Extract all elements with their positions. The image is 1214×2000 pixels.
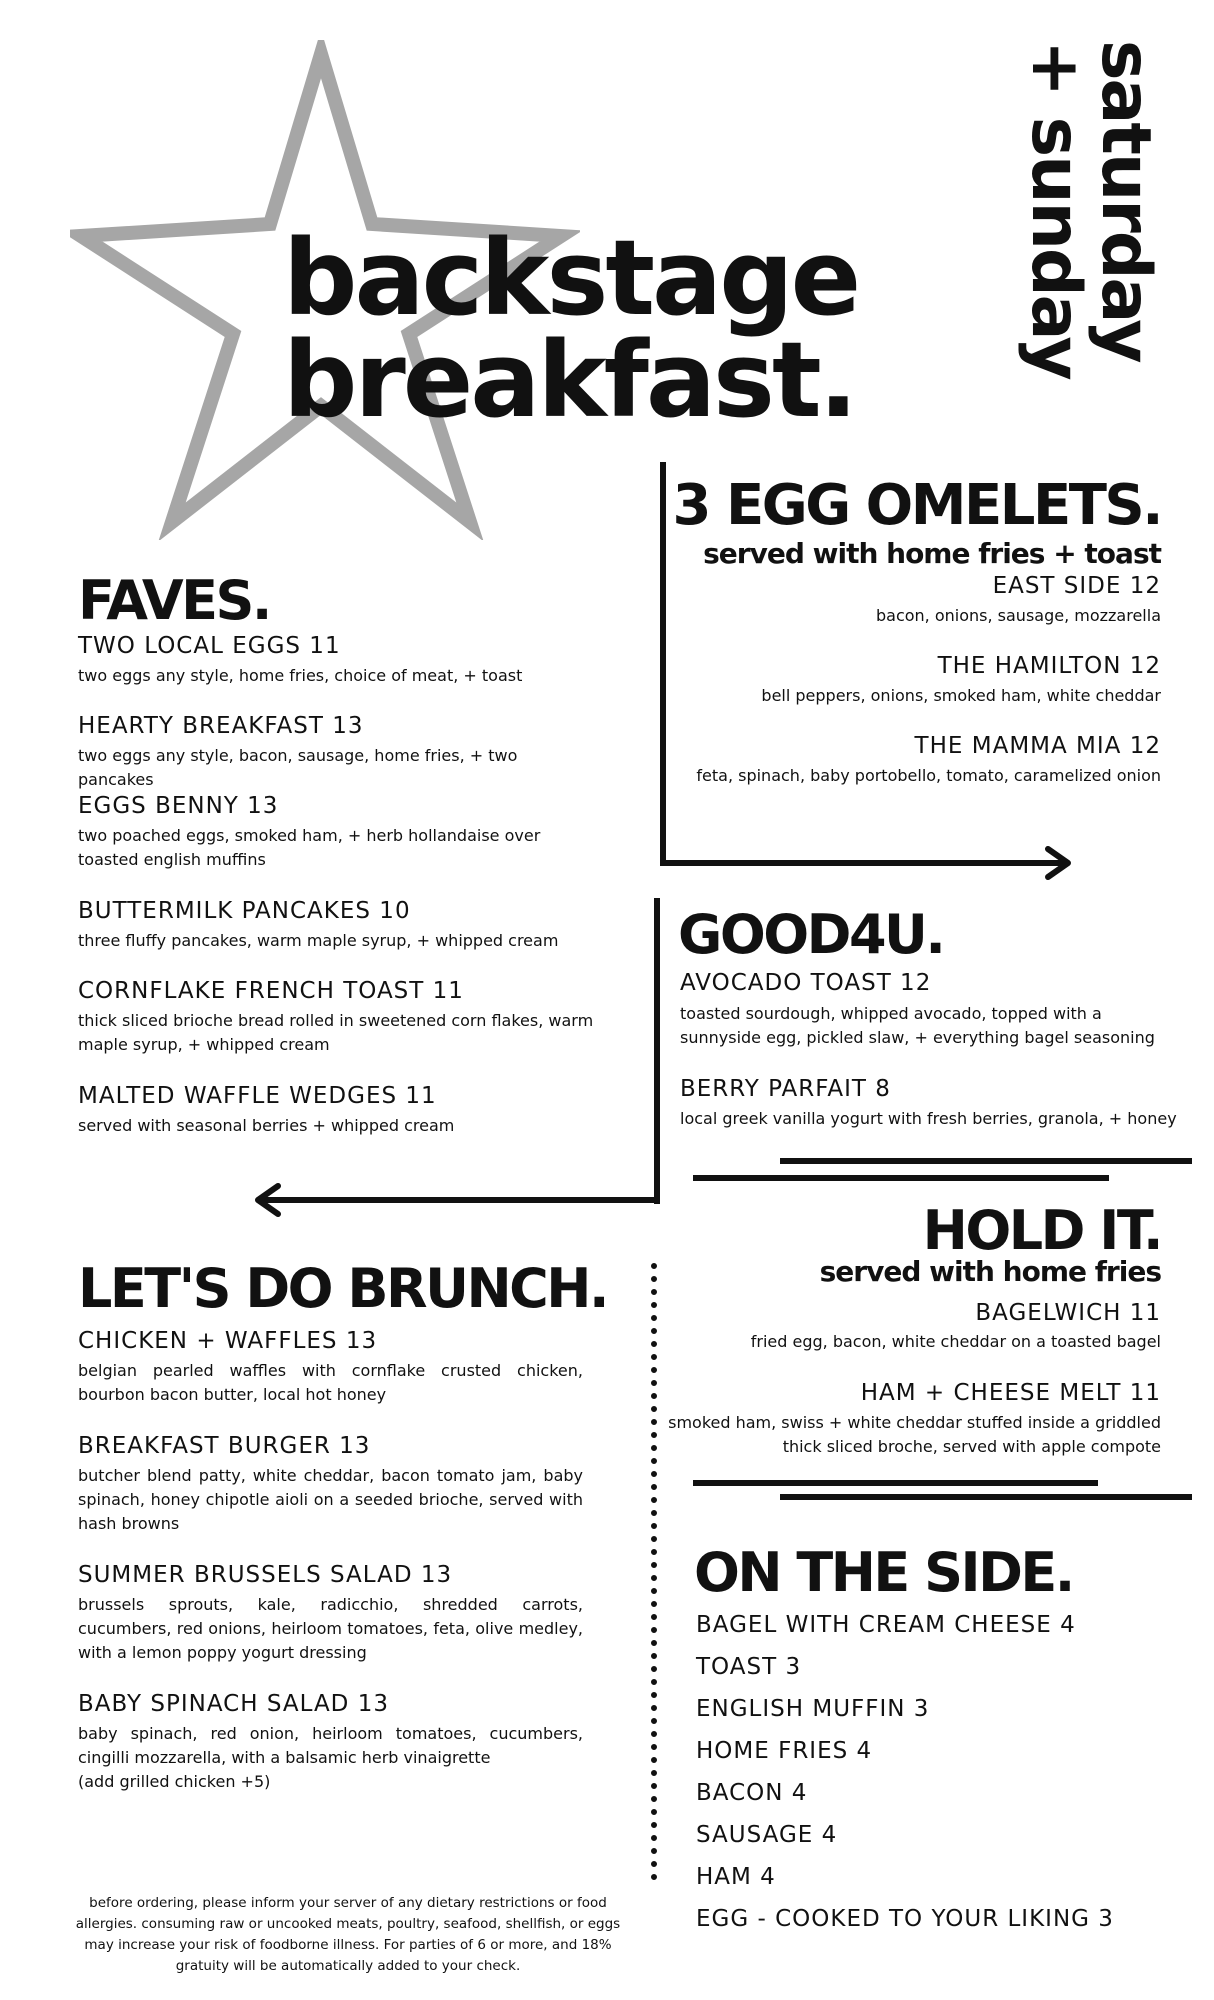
good4u-heading: GOOD4U. <box>678 903 944 966</box>
brunch-name: BREAKFAST BURGER 13 <box>78 1433 371 1459</box>
sides-list <box>696 1604 1166 1940</box>
dotted-divider <box>646 1262 662 1882</box>
hold-it-name: BAGELWICH 11 <box>975 1300 1161 1326</box>
faves-heading: FAVES. <box>78 569 270 632</box>
divider-lower-2 <box>780 1494 1192 1500</box>
divider-upper-2 <box>693 1175 1109 1181</box>
allergy-notice: before ordering, please inform your server of any dietary restrictions or food allergies. consuming raw or uncooked meats, poultry, seafood, shellfish, or eggs may increase your risk of foodborne illness. For parties of 6 or more, and 18% gratuity will be automatically added to your check. <box>75 1895 621 1974</box>
hold-it-subheading: served with home fries <box>819 1255 1161 1288</box>
side-item: EGG - COOKED TO YOUR LIKING 3 <box>696 1906 1114 1932</box>
fave-desc: served with seasonal berries + whipped cream <box>78 1116 455 1135</box>
brunch-name: CHICKEN + WAFFLES 13 <box>78 1328 378 1354</box>
days-line-2: + sunday <box>1016 40 1095 379</box>
hold-it-desc: smoked ham, swiss + white cheddar stuffed inside a griddled thick sliced broche, served with apple compote <box>668 1413 1161 1456</box>
brunch-name: SUMMER BRUSSELS SALAD 13 <box>78 1562 453 1588</box>
good4u-name: BERRY PARFAIT 8 <box>680 1076 891 1102</box>
side-item: ENGLISH MUFFIN 3 <box>696 1696 930 1722</box>
title-line-2: breakfast. <box>283 319 856 441</box>
arrow-right-icon <box>660 840 1080 890</box>
days-vertical <box>1016 40 1165 400</box>
arrow-left-icon <box>250 1180 664 1220</box>
good4u-desc: toasted sourdough, whipped avocado, topped with a sunnyside egg, pickled slaw, + everything bagel seasoning <box>680 1004 1155 1047</box>
brunch-desc: butcher blend patty, white cheddar, bacon tomato jam, baby spinach, honey chipotle aioli on a seeded brioche, served with hash browns <box>78 1466 583 1533</box>
brunch-name: BABY SPINACH SALAD 13 <box>78 1691 389 1717</box>
fave-name: BUTTERMILK PANCAKES 10 <box>78 898 411 924</box>
fave-name: MALTED WAFFLE WEDGES 11 <box>78 1083 437 1109</box>
side-item: TOAST 3 <box>696 1654 802 1680</box>
side-item: BACON 4 <box>696 1780 808 1806</box>
fave-desc: two eggs any style, bacon, sausage, home fries, + two pancakes <box>78 746 518 789</box>
omelets-heading: 3 EGG OMELETS. <box>672 473 1161 538</box>
side-item: HAM 4 <box>696 1864 776 1890</box>
divider-lower-1 <box>693 1480 1098 1486</box>
fave-desc: two poached eggs, smoked ham, + herb hollandaise over toasted english muffins <box>78 826 541 869</box>
omelet-name: THE MAMMA MIA 12 <box>914 733 1161 759</box>
divider-vertical-middle <box>654 898 660 1204</box>
side-item: BAGEL WITH CREAM CHEESE 4 <box>696 1612 1076 1638</box>
omelet-desc: feta, spinach, baby portobello, tomato, caramelized onion <box>696 766 1161 785</box>
hold-it-heading: HOLD IT. <box>922 1199 1161 1262</box>
hold-it-desc: fried egg, bacon, white cheddar on a toasted bagel <box>750 1332 1161 1351</box>
good4u-name: AVOCADO TOAST 12 <box>680 970 932 996</box>
fave-name: TWO LOCAL EGGS 11 <box>78 633 341 659</box>
good4u-desc: local greek vanilla yogurt with fresh berries, granola, + honey <box>680 1109 1177 1128</box>
omelet-name: THE HAMILTON 12 <box>937 653 1161 679</box>
divider-vertical-top <box>660 462 666 866</box>
brunch-note: (add grilled chicken +5) <box>78 1772 271 1791</box>
brunch-desc: brussels sprouts, kale, radicchio, shredded carrots, cucumbers, red onions, heirloom tomatoes, feta, olive medley, with a lemon poppy yogurt dressing <box>78 1595 583 1662</box>
sides-heading: ON THE SIDE. <box>694 1541 1073 1604</box>
fave-desc: two eggs any style, home fries, choice of meat, + toast <box>78 666 523 685</box>
brunch-heading: LET'S DO BRUNCH. <box>78 1257 608 1320</box>
omelet-name: EAST SIDE 12 <box>992 573 1161 599</box>
fave-desc: thick sliced brioche bread rolled in sweetened corn flakes, warm maple syrup, + whipped cream <box>78 1011 594 1054</box>
omelets-subheading: served with home fries + toast <box>703 537 1161 570</box>
hold-it-name: HAM + CHEESE MELT 11 <box>860 1380 1161 1406</box>
brunch-desc: belgian pearled waffles with cornflake crusted chicken, bourbon bacon butter, local hot honey <box>78 1361 583 1404</box>
omelet-desc: bell peppers, onions, smoked ham, white cheddar <box>761 686 1161 705</box>
fave-name: HEARTY BREAKFAST 13 <box>78 713 364 739</box>
brunch-desc: baby spinach, red onion, heirloom tomatoes, cucumbers, cingilli mozzarella, with a balsamic herb vinaigrette <box>78 1724 583 1767</box>
fave-name: CORNFLAKE FRENCH TOAST 11 <box>78 978 464 1004</box>
days-line-1: saturday <box>1086 40 1165 362</box>
omelet-desc: bacon, onions, sausage, mozzarella <box>875 606 1161 625</box>
fave-name: EGGS BENNY 13 <box>78 793 279 819</box>
fave-desc: three fluffy pancakes, warm maple syrup, + whipped cream <box>78 931 559 950</box>
title-line-1: backstage <box>283 217 859 339</box>
side-item: HOME FRIES 4 <box>696 1738 873 1764</box>
divider-upper-1 <box>780 1158 1192 1164</box>
side-item: SAUSAGE 4 <box>696 1822 838 1848</box>
